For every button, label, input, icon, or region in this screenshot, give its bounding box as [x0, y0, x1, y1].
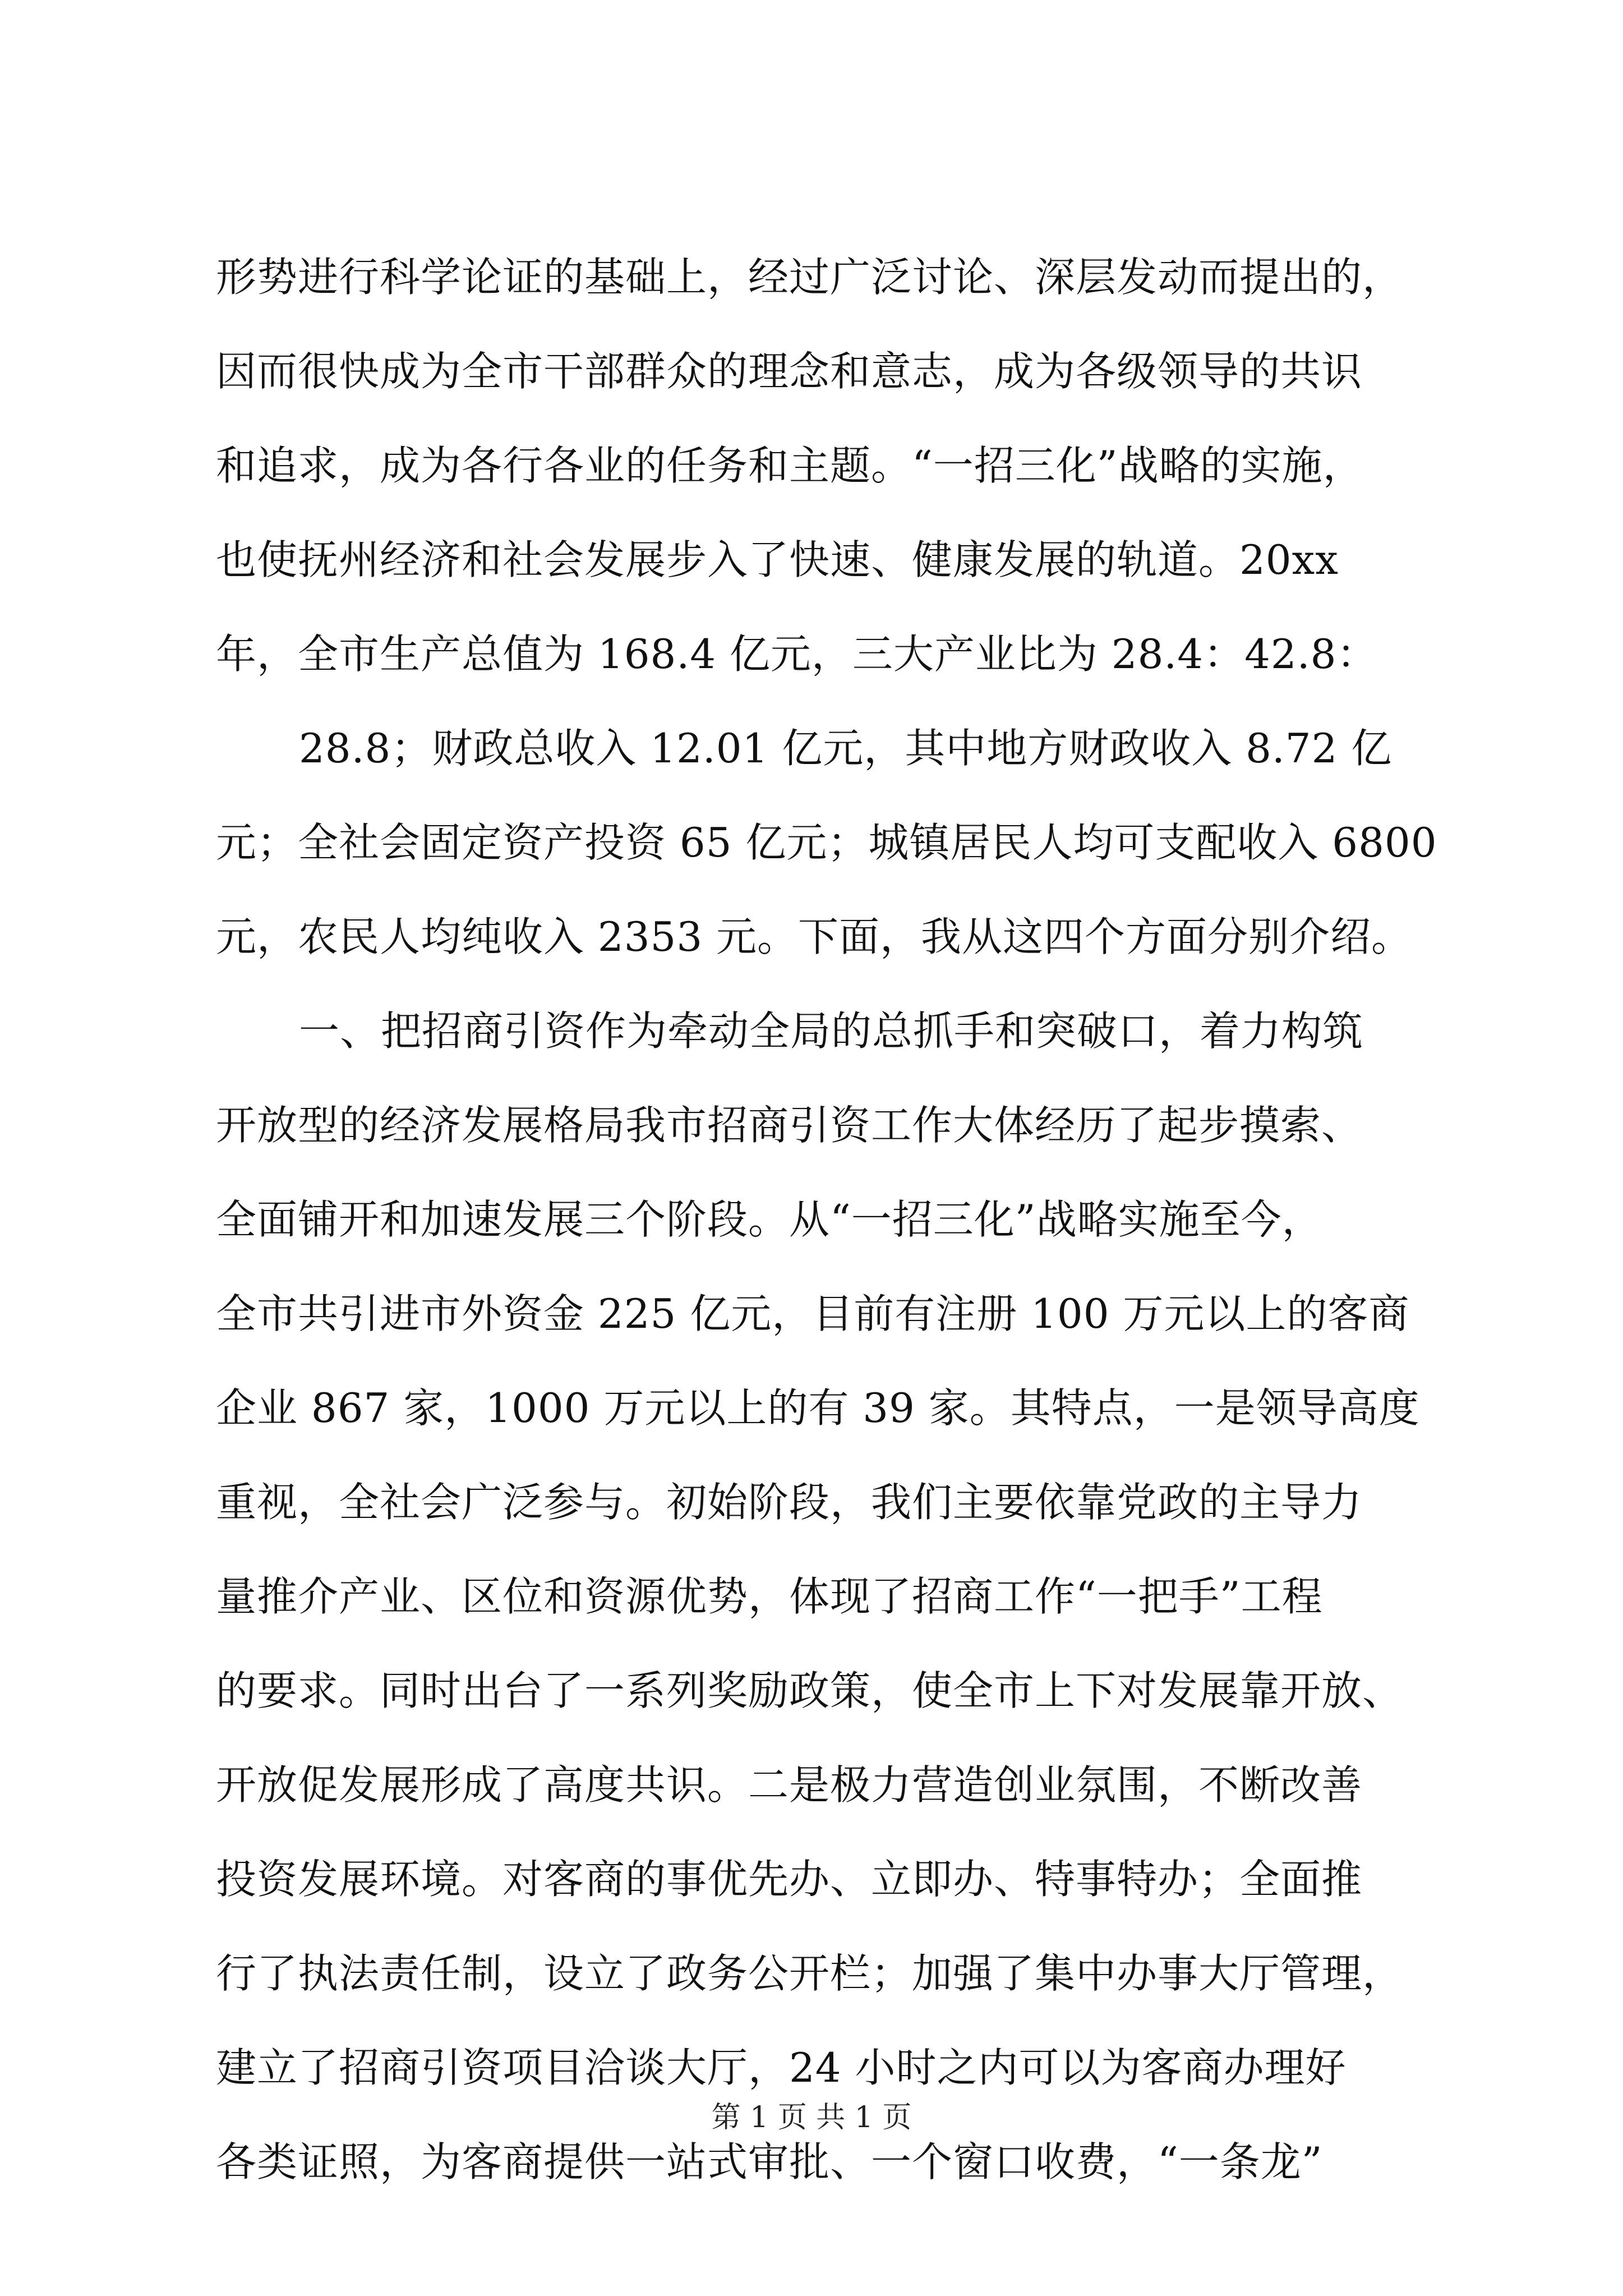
text-line: 开放型的经济发展格局我市招商引资工作大体经历了起步摸索、: [216, 1102, 1363, 1149]
text-line: 量推介产业、区位和资源优势，体现了招商工作“一把手”工程: [216, 1573, 1323, 1620]
text-line: 重视，全社会广泛参与。初始阶段，我们主要依靠党政的主导力: [216, 1479, 1363, 1526]
text-line: 年，全市生产总值为 168.4 亿元，三大产业比为 28.4：42.8：: [216, 631, 1378, 678]
text-line: 的要求。同时出台了一系列奖励政策，使全市上下对发展靠开放、: [216, 1667, 1404, 1714]
text-line: 因而很快成为全市干部群众的理念和意志，成为各级领导的共识: [216, 348, 1363, 395]
text-line: 28.8；财政总收入 12.01 亿元，其中地方财政收入 8.72 亿: [299, 725, 1393, 772]
text-line: 开放促发展形成了高度共识。二是极力营造创业氛围，不断改善: [216, 1761, 1363, 1809]
text-line: 形势进行科学论证的基础上，经过广泛讨论、深层发动而提出的，: [216, 254, 1404, 301]
text-line: 全面铺开和加速发展三个阶段。从“一招三化”战略实施至今，: [216, 1196, 1323, 1243]
text-line: 一、把招商引资作为牵动全局的总抓手和突破口，着力构筑: [299, 1007, 1364, 1055]
text-line: 全市共引进市外资金 225 亿元，目前有注册 100 万元以上的客商: [216, 1290, 1410, 1337]
text-line: 企业 867 家，1000 万元以上的有 39 家。其特点，一是领导高度: [216, 1384, 1420, 1432]
text-line: 元；全社会固定资产投资 65 亿元；城镇居民人均可支配收入 6800: [216, 819, 1437, 866]
text-line: 元，农民人均纯收入 2353 元。下面，我从这四个方面分别介绍。: [216, 913, 1413, 960]
text-line: 和追求，成为各行各业的任务和主题。“一招三化”战略的实施，: [216, 442, 1364, 489]
text-line: 投资发展环境。对客商的事优先办、立即办、特事特办；全面推: [216, 1856, 1363, 1903]
text-line: 各类证照，为客商提供一站式审批、一个窗口收费，“一条龙”: [216, 2138, 1323, 2185]
text-line: 行了执法责任制，设立了政务公开栏；加强了集中办事大厅管理，: [216, 1950, 1404, 1997]
text-line: 也使抚州经济和社会发展步入了快速、健康发展的轨道。20xx: [216, 536, 1339, 583]
page-footer: 第 1 页 共 1 页: [711, 2101, 912, 2134]
body-text: [216, 230, 1437, 2209]
text-line: 建立了招商引资项目洽谈大厅，24 小时之内可以为客商办理好: [216, 2044, 1347, 2091]
